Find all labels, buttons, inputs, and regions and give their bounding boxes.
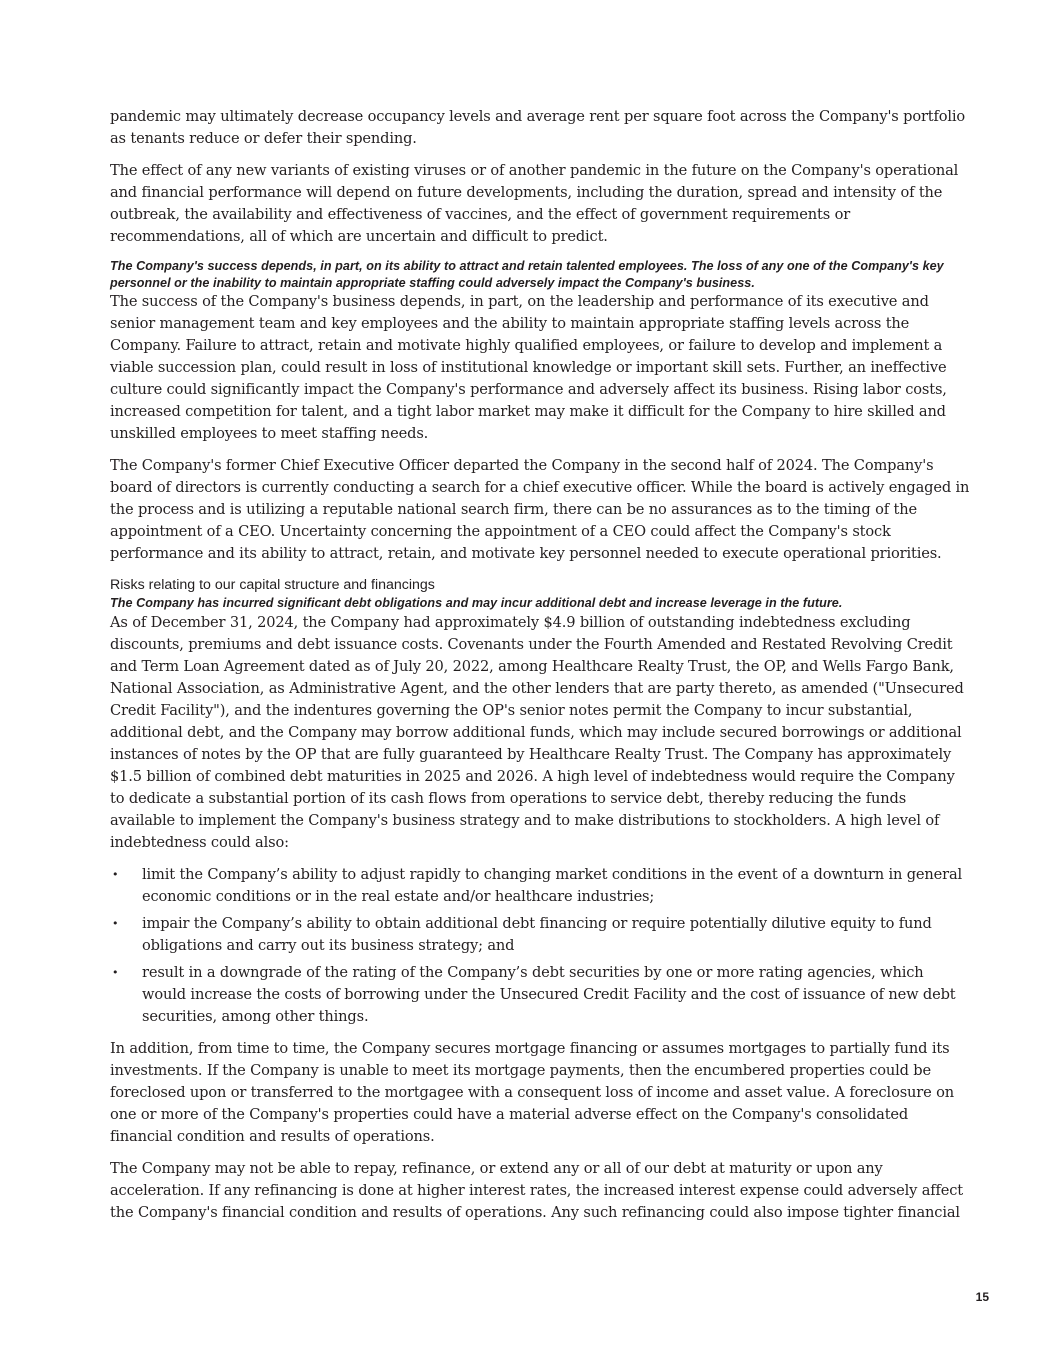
page-number: 15 — [975, 1290, 989, 1304]
list-item — [110, 962, 970, 1028]
paragraph-pandemic-occupancy: pandemic may ultimately decrease occupancy levels and average rent per square foot across the Company's portfolio as tenants reduce or defer their spending. — [110, 108, 966, 147]
paragraph-refinancing: The Company may not be able to repay, refinance, or extend any or all of our debt at maturity or upon any acceleration. If any refinancing is done at higher interest rates, the increased interest expense could adversely affect the Company's financial condition and results of operations. Any such refinancing could also impose tighter financial — [110, 1159, 963, 1221]
bullet-icon: • — [112, 916, 119, 930]
indebtedness-effects-list — [110, 864, 970, 1028]
paragraph-pandemic-variants: The effect of any new variants of existing viruses or of another pandemic in the future on the Company's operational and financial performance will depend on future developments, including the duration, spread and intensity of the outbreak, the availability and effectiveness of vaccines, and the effect of government requirements or recommendations, all of which are uncertain and difficult to predict. — [110, 162, 959, 245]
document-page — [110, 106, 970, 1234]
paragraph-indebtedness: As of December 31, 2024, the Company had approximately $4.9 billion of outstanding indebtedness excluding discounts, premiums and debt issuance costs. Covenants under the Fourth Amended and Restated Revolving Credit and Term Loan Agreement dated as of July 20, 2022, among Healthcare Realty Trust, the OP, and Wells Fargo Bank, National Association, as Administrative Agent, and the other lenders that are party thereto, as amended ("Unsecured Credit Facility"), and the indentures governing the OP's senior notes permit the Company to incur substantial, additional debt, and the Company may borrow additional funds, which may include secured borrowings or additional instances of notes by the OP that are fully guaranteed by Healthcare Realty Trust. The Company has approximately $1.5 billion of combined debt maturities in 2025 and 2026. A high level of indebtedness would require the Company to dedicate a substantial portion of its cash flows from operations to service debt, thereby reducing the funds available to implement the Company's business strategy and to make distributions to stockholders. A high level of indebtedness could also: — [110, 613, 964, 851]
list-item — [110, 864, 970, 908]
bullet-icon: • — [112, 965, 119, 979]
paragraph-mortgage-financing: In addition, from time to time, the Company secures mortgage financing or assumes mortgages to partially fund its investments. If the Company is unable to meet its mortgage payments, then the encumbered properties could be foreclosed upon or transferred to the mortgagee with a consequent loss of income and asset value. A foreclosure on one or more of the Company's properties could have a material adverse effect on the Company's consolidated financial condition and results of operations. — [110, 1039, 954, 1145]
section-heading-capital-structure: Risks relating to our capital structure and financings — [110, 577, 435, 593]
list-item-text: impair the Company’s ability to obtain additional debt financing or require potentially dilutive equity to fund obligations and carry out its business strategy; and — [142, 914, 932, 954]
list-item-text: limit the Company’s ability to adjust rapidly to changing market conditions in the event of a downturn in general economic conditions or in the real estate and/or healthcare industries; — [142, 865, 963, 905]
risk-heading-debt: The Company has incurred significant debt obligations and may incur additional debt and increase leverage in the future. — [110, 596, 843, 610]
bullet-icon: • — [112, 867, 119, 881]
paragraph-talent-success: The success of the Company's business depends, in part, on the leadership and performance of its executive and senior management team and key employees and the ability to maintain appropriate staffing levels across the Company. Failure to attract, retain and motivate highly qualified employees, or failure to develop and implement a viable succession plan, could result in loss of institutional knowledge or important skill sets. Further, an ineffective culture could significantly impact the Company's performance and adversely affect its business. Rising labor costs, increased competition for talent, and a tight labor market may make it difficult for the Company to hire skilled and unskilled employees to meet staffing needs. — [110, 293, 947, 442]
list-item — [110, 913, 970, 957]
paragraph-ceo-departure: The Company's former Chief Executive Officer departed the Company in the second half of 2024. The Company's board of directors is currently conducting a search for a chief executive officer. While the board is actively engaged in the process and is utilizing a reputable national search firm, there can be no assurances as to the timing of the appointment of a CEO. Uncertainty concerning the appointment of a CEO could affect the Company's stock performance and its ability to attract, retain, and motivate key personnel needed to execute operational priorities. — [110, 457, 970, 562]
list-item-text: result in a downgrade of the rating of the Company’s debt securities by one or more rating agencies, which would increase the costs of borrowing under the Unsecured Credit Facility and the cost of issuance of new debt securities, among other things. — [142, 963, 956, 1025]
risk-heading-talent: The Company's success depends, in part, on its ability to attract and retain talented employees. The loss of any one of the Company's key personnel or the inability to maintain appropriate staffing could adversely impact the Company's business. — [110, 259, 944, 290]
